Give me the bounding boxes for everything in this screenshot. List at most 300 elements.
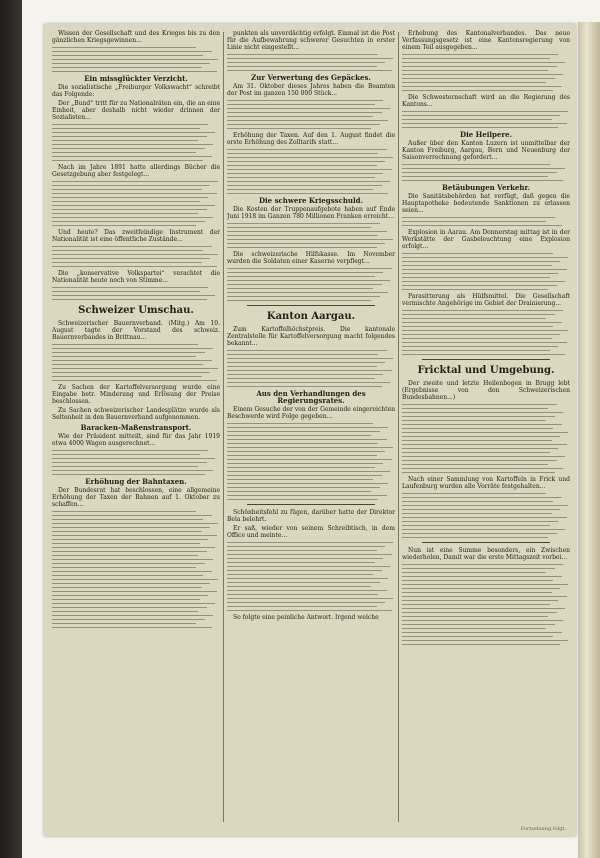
col2-p1: punkten als unverdächtig erfolgt. Einmal ist die Post für die Aufbewahrung schwerer Gesuchten in erster Linie nicht eingestellt... bbox=[227, 30, 395, 51]
col1-p5: Die „konservative Volkspartei“ verachtet die Nationalität heute noch von Stimme... bbox=[52, 270, 220, 284]
text-line bbox=[52, 571, 212, 572]
text-line bbox=[227, 447, 393, 448]
text-line bbox=[227, 463, 383, 464]
text-line bbox=[227, 382, 390, 383]
text-line bbox=[52, 352, 205, 353]
text-line bbox=[402, 448, 558, 449]
text-line bbox=[402, 350, 550, 351]
text-line bbox=[227, 358, 393, 359]
col3-p2: Die Schwesternschaft wird an die Regierung des Kantons... bbox=[402, 94, 570, 108]
text-line bbox=[227, 70, 392, 71]
text-line bbox=[52, 291, 200, 292]
text-line bbox=[227, 165, 377, 166]
text-line bbox=[52, 132, 215, 133]
text-line bbox=[402, 82, 546, 83]
text-line bbox=[227, 100, 383, 101]
text-line bbox=[227, 471, 390, 472]
text-line bbox=[227, 276, 375, 277]
text-line bbox=[227, 243, 385, 244]
text-line bbox=[52, 124, 208, 125]
text-line bbox=[402, 632, 562, 633]
text-line bbox=[227, 467, 375, 468]
text-line bbox=[402, 517, 567, 518]
text-line bbox=[227, 54, 378, 55]
text-line bbox=[52, 201, 200, 202]
text-line bbox=[402, 584, 568, 585]
text-line bbox=[227, 479, 373, 480]
text-line bbox=[402, 164, 550, 165]
text-line bbox=[52, 144, 213, 145]
text-line bbox=[227, 268, 392, 269]
text-line bbox=[52, 225, 196, 226]
col2-bottom2: Er saß, wieder von seinem Schreibtisch, in dem Office und meinte... bbox=[227, 525, 395, 539]
text-line bbox=[52, 627, 212, 628]
text-line bbox=[402, 533, 557, 534]
text-line bbox=[402, 513, 552, 514]
text-line bbox=[52, 462, 207, 463]
text-line bbox=[402, 123, 567, 124]
text-line bbox=[227, 288, 373, 289]
text-line bbox=[402, 342, 567, 343]
text-line bbox=[402, 90, 553, 91]
text-line bbox=[227, 108, 390, 109]
text-line bbox=[402, 168, 565, 169]
text-line bbox=[52, 575, 203, 576]
heading-verwertung: Zur Verwertung des Gepäckes. bbox=[251, 73, 371, 82]
text-line bbox=[402, 66, 557, 67]
text-line bbox=[52, 458, 215, 459]
text-line bbox=[402, 416, 555, 417]
text-line bbox=[402, 314, 555, 315]
heading-verzeichnis: Ein missglückter Verzicht. bbox=[84, 74, 188, 83]
col1-p9: Wie der Präsident mitteilt, sind für das Jahr 1919 etwa 4000 Wagen ausgerechnet... bbox=[52, 433, 220, 447]
text-line bbox=[402, 289, 548, 290]
text-line bbox=[52, 555, 198, 556]
text-line bbox=[402, 285, 557, 286]
text-line bbox=[402, 172, 557, 173]
text-line bbox=[227, 487, 380, 488]
text-line bbox=[52, 611, 198, 612]
text-line bbox=[402, 412, 563, 413]
text-line bbox=[402, 70, 548, 71]
text-line bbox=[402, 576, 562, 577]
text-line bbox=[227, 124, 380, 125]
text-line bbox=[402, 225, 562, 226]
section-rule-3 bbox=[422, 359, 550, 360]
text-line bbox=[52, 519, 203, 520]
text-line bbox=[227, 169, 392, 170]
text-line bbox=[52, 450, 208, 451]
text-line bbox=[227, 366, 377, 367]
text-line bbox=[227, 247, 377, 248]
text-line bbox=[402, 269, 567, 270]
text-line bbox=[227, 173, 383, 174]
section-rule-4 bbox=[422, 542, 550, 543]
text-line bbox=[227, 546, 385, 547]
text-line bbox=[52, 209, 207, 210]
text-line bbox=[402, 334, 560, 335]
section-rule-2 bbox=[247, 504, 375, 505]
text-line bbox=[227, 181, 390, 182]
text-line bbox=[227, 491, 371, 492]
col3-p6: Parasitterung als Hülfsmittel. Die Gesellschaft vermischte Angehörige im Gebiet der Drainierung... bbox=[402, 293, 570, 307]
text-line bbox=[402, 253, 553, 254]
text-line bbox=[52, 193, 217, 194]
text-line bbox=[402, 456, 565, 457]
text-line bbox=[402, 273, 558, 274]
text-line bbox=[227, 459, 392, 460]
col3-p7: Der zweite und letzte Heilenbogen in Brugg lebt (Ergebnisse von den Schweizerischen Bundesbahnen...) bbox=[402, 380, 570, 401]
text-line bbox=[402, 424, 562, 425]
text-line bbox=[402, 408, 548, 409]
text-line bbox=[52, 51, 212, 52]
text-line bbox=[52, 140, 198, 141]
text-line bbox=[402, 468, 563, 469]
text-line bbox=[402, 119, 552, 120]
text-line bbox=[52, 563, 205, 564]
text-line bbox=[402, 338, 552, 339]
text-line bbox=[227, 354, 378, 355]
text-line bbox=[402, 636, 553, 637]
col1-p10: Der Bundesrat hat beschlossen, eine allgemeine Erhöhung der Taxen der Bahnen auf 1. Oktober zu schaffen... bbox=[52, 487, 220, 508]
col1-p4: Und heute? Das zweitfeindige Instrument der Nationalität ist eine öffentliche Zustände... bbox=[52, 229, 220, 243]
text-line bbox=[402, 529, 565, 530]
heading-heilpere: Die Heilpere. bbox=[460, 130, 512, 139]
text-line bbox=[402, 404, 557, 405]
text-line bbox=[402, 115, 560, 116]
col1-p2: Der „Bund“ tritt für zu Nationalräten ein, die an eine Einheit, aber deshalb nicht wieder drinnen der Sozialisten... bbox=[52, 100, 220, 121]
text-line bbox=[227, 350, 387, 351]
text-line bbox=[227, 550, 377, 551]
text-line bbox=[227, 483, 388, 484]
text-line bbox=[227, 272, 383, 273]
col2-bottom3: So folgte eine peinliche Antwort. Irgend welche bbox=[233, 614, 379, 621]
text-line bbox=[52, 55, 203, 56]
text-line bbox=[52, 262, 202, 263]
text-line bbox=[227, 177, 375, 178]
text-line bbox=[402, 568, 555, 569]
text-line bbox=[402, 588, 560, 589]
text-line bbox=[227, 120, 388, 121]
text-line bbox=[402, 180, 563, 181]
text-line bbox=[227, 104, 375, 105]
text-line bbox=[402, 74, 563, 75]
text-line bbox=[227, 112, 382, 113]
heading-verhandlungen: Aus den Verhandlungen des Regierungsrates. bbox=[256, 389, 366, 405]
text-line bbox=[52, 59, 218, 60]
text-line bbox=[402, 612, 557, 613]
col3-p5: Explosion in Aarau. Am Donnerstag mittag ist in der Werkstätte der Gasbeleuchtung eine Explosion erfolgt... bbox=[402, 229, 570, 250]
text-line bbox=[52, 213, 198, 214]
text-line bbox=[402, 616, 548, 617]
text-line bbox=[52, 221, 205, 222]
text-line bbox=[402, 640, 568, 641]
text-line bbox=[52, 531, 202, 532]
col1-p7: Zu Sachen der Kartoffelversorgung wurde eine Eingabe betr. Minderung und Erlösung der Preise beschlossen. bbox=[52, 384, 220, 405]
text-line bbox=[402, 318, 546, 319]
page-footer: Fortsetzung folgt. bbox=[520, 826, 566, 832]
text-line bbox=[402, 261, 560, 262]
col2-p6: Zum Kartoffelhöchstpreis. Die kantonale Zentralstelle für Kartoffelversorgung macht folgendes bekannt... bbox=[227, 326, 395, 347]
text-line bbox=[52, 217, 213, 218]
column-1 bbox=[52, 30, 220, 828]
text-line bbox=[52, 299, 207, 300]
text-line bbox=[227, 284, 382, 285]
text-line bbox=[52, 250, 203, 251]
text-line bbox=[227, 193, 388, 194]
text-line bbox=[402, 330, 568, 331]
text-line bbox=[402, 440, 552, 441]
section-rule bbox=[247, 305, 375, 306]
text-line bbox=[402, 521, 558, 522]
text-line bbox=[402, 572, 546, 573]
text-line bbox=[52, 583, 210, 584]
col2-p7: Einem Gesuche der von der Gemeinde eingereichten Beschwerde wird Folge gegeben... bbox=[227, 406, 395, 420]
text-line bbox=[227, 423, 373, 424]
text-line bbox=[52, 287, 208, 288]
col2-p4: Die Kosten der Truppenaufgebote haben auf Ende Juni 1918 im Ganzen 780 Millionen Franken erreicht... bbox=[227, 206, 395, 220]
heading-baracken: Baracken-Maßenstransport. bbox=[80, 423, 192, 432]
text-line bbox=[52, 156, 212, 157]
text-line bbox=[402, 127, 558, 128]
text-line bbox=[52, 380, 217, 381]
text-line bbox=[227, 374, 383, 375]
col2-bottom1: Schönheitsfehl zu fügen, darüber hatte der Direktor Bela belehrt. bbox=[227, 509, 395, 523]
text-line bbox=[52, 607, 207, 608]
col2-p3: Erhöhung der Taxen. Auf den 1. August findet die erste Erhöhung des Zolltarifs statt... bbox=[227, 132, 395, 146]
text-line bbox=[227, 570, 382, 571]
text-line bbox=[52, 376, 202, 377]
column-separator-2 bbox=[398, 32, 399, 822]
text-line bbox=[402, 620, 563, 621]
text-line bbox=[402, 54, 558, 55]
text-line bbox=[402, 596, 567, 597]
text-line bbox=[52, 603, 215, 604]
text-line bbox=[402, 62, 565, 63]
text-line bbox=[402, 326, 553, 327]
text-line bbox=[52, 47, 196, 48]
text-line bbox=[227, 455, 377, 456]
text-line bbox=[227, 574, 373, 575]
text-line bbox=[52, 266, 217, 267]
text-line bbox=[227, 475, 382, 476]
text-line bbox=[227, 153, 378, 154]
text-line bbox=[227, 378, 375, 379]
text-line bbox=[402, 428, 553, 429]
text-line bbox=[227, 292, 388, 293]
text-line bbox=[227, 62, 385, 63]
text-line bbox=[52, 523, 218, 524]
text-line bbox=[227, 66, 377, 67]
text-line bbox=[402, 432, 568, 433]
col1-p3: Nach im Jahre 1891 hatte allerdings Bücher die Gesetzgebung aber festgelegt... bbox=[52, 164, 220, 178]
text-line bbox=[402, 436, 560, 437]
text-line bbox=[227, 189, 373, 190]
heading-fricktal: Fricktal und Umgebung. bbox=[417, 365, 555, 376]
text-line bbox=[227, 231, 387, 232]
text-line bbox=[52, 368, 218, 369]
text-line bbox=[227, 562, 375, 563]
text-line bbox=[227, 362, 385, 363]
text-line bbox=[227, 161, 385, 162]
text-line bbox=[402, 265, 552, 266]
text-line bbox=[52, 372, 210, 373]
text-line bbox=[52, 128, 200, 129]
text-line bbox=[52, 205, 215, 206]
column-3 bbox=[402, 30, 570, 828]
text-line bbox=[402, 608, 565, 609]
text-line bbox=[52, 181, 218, 182]
text-line bbox=[52, 515, 212, 516]
text-line bbox=[227, 558, 383, 559]
text-line bbox=[227, 606, 377, 607]
text-line bbox=[227, 386, 382, 387]
text-line bbox=[227, 602, 385, 603]
text-line bbox=[52, 258, 210, 259]
text-line bbox=[52, 595, 208, 596]
text-line bbox=[402, 420, 546, 421]
text-line bbox=[52, 197, 208, 198]
col2-p2: Am 31. Oktober dieses Jahres haben die Beamten der Post im ganzen 150 000 Stück... bbox=[227, 83, 395, 97]
text-line bbox=[227, 582, 380, 583]
text-line bbox=[52, 295, 215, 296]
text-line bbox=[227, 435, 371, 436]
text-line bbox=[52, 360, 212, 361]
text-line bbox=[52, 148, 205, 149]
text-line bbox=[52, 454, 200, 455]
text-line bbox=[52, 466, 198, 467]
text-line bbox=[227, 554, 392, 555]
text-line bbox=[227, 149, 387, 150]
text-line bbox=[52, 599, 200, 600]
text-line bbox=[227, 590, 387, 591]
text-line bbox=[402, 277, 550, 278]
text-line bbox=[52, 364, 203, 365]
column-separator-1 bbox=[223, 32, 224, 822]
col3-p4: Die Sanitätsbehörden hat verfügt, daß gegen die Hauptapotheke bedeutende Sanktionen zu erlassen seien... bbox=[402, 193, 570, 214]
text-line bbox=[402, 464, 548, 465]
heading-betaeubungen: Betäubungen Verkehr. bbox=[442, 183, 530, 192]
text-line bbox=[52, 160, 203, 161]
text-line bbox=[52, 591, 217, 592]
text-line bbox=[52, 67, 202, 68]
text-line bbox=[402, 497, 562, 498]
text-line bbox=[227, 128, 371, 129]
text-line bbox=[402, 460, 557, 461]
text-line bbox=[402, 644, 560, 645]
text-line bbox=[227, 157, 393, 158]
text-line bbox=[227, 235, 378, 236]
text-line bbox=[52, 579, 218, 580]
text-line bbox=[227, 443, 378, 444]
text-line bbox=[402, 525, 550, 526]
heading-kanton-aargau: Kanton Aargau. bbox=[266, 311, 356, 322]
text-line bbox=[52, 567, 196, 568]
text-line bbox=[402, 564, 563, 565]
text-line bbox=[227, 239, 393, 240]
col3-p8: Nach einer Sammlung von Kartoffeln in Frick und Laufenburg wurden alle Vorräte festgehalten... bbox=[402, 476, 570, 490]
text-line bbox=[402, 281, 565, 282]
text-line bbox=[227, 296, 380, 297]
text-line bbox=[402, 221, 546, 222]
text-line bbox=[52, 344, 198, 345]
text-line bbox=[227, 300, 371, 301]
text-line bbox=[402, 176, 548, 177]
text-line bbox=[402, 493, 546, 494]
text-line bbox=[402, 346, 558, 347]
text-line bbox=[52, 587, 202, 588]
text-line bbox=[402, 452, 550, 453]
text-line bbox=[227, 610, 392, 611]
col1-p6: Schweizerischer Bauernverband. (Mitg.) Am 10. August tagte der Vorstand des schweiz. Bauernverbandes in Brittnau... bbox=[52, 320, 220, 341]
text-line bbox=[227, 431, 380, 432]
text-line bbox=[52, 71, 217, 72]
text-line bbox=[52, 619, 205, 620]
text-line bbox=[402, 58, 550, 59]
text-line bbox=[52, 356, 196, 357]
text-line bbox=[52, 254, 218, 255]
col1-p8: Zu Sachen schweizerischer Landesplätze wurde als Seltenheit in den Bauernverband aufgenommen. bbox=[52, 407, 220, 421]
text-line bbox=[227, 594, 378, 595]
text-line bbox=[227, 499, 378, 500]
text-line bbox=[52, 539, 208, 540]
text-line bbox=[52, 559, 213, 560]
text-line bbox=[52, 348, 213, 349]
text-line bbox=[402, 624, 555, 625]
text-line bbox=[402, 472, 555, 473]
text-line bbox=[227, 495, 387, 496]
newspaper-page bbox=[44, 24, 576, 836]
col1-intro: Wissen der Gesellschaft und des Krieges bis zu den gänzlichen Kriegsgewinnen... bbox=[52, 30, 220, 44]
text-line bbox=[402, 604, 550, 605]
col3-p3: Außer über den Kanton Luzern ist unmittelbar der Kanton Freiburg, Aargau, Bern und Neuenburg der Saisonverrechnung gefordert... bbox=[402, 140, 570, 161]
text-line bbox=[52, 189, 202, 190]
heading-kriegsschuld: Die schwere Kriegsschuld. bbox=[258, 196, 364, 205]
text-line bbox=[402, 257, 568, 258]
col3-p1: Erhebung des Kantonalverbandes. Das neue Verfassungsgesetz ist eine Kantonsregierung von einem Teil ausgegeben... bbox=[402, 30, 570, 51]
text-line bbox=[227, 58, 393, 59]
heading-erhoehung: Erhöhung der Bahntaxen. bbox=[85, 477, 187, 486]
text-line bbox=[52, 470, 213, 471]
text-line bbox=[402, 505, 568, 506]
text-line bbox=[52, 615, 213, 616]
text-line bbox=[227, 566, 390, 567]
text-line bbox=[402, 501, 553, 502]
text-line bbox=[52, 185, 210, 186]
book-edge bbox=[578, 22, 600, 858]
text-line bbox=[52, 136, 207, 137]
text-line bbox=[52, 551, 207, 552]
text-line bbox=[402, 537, 548, 538]
text-line bbox=[402, 600, 558, 601]
text-line bbox=[402, 217, 555, 218]
text-line bbox=[227, 598, 393, 599]
col1-p1: Die sozialistische „Freiburger Volkswacht“ schreibt das Folgende: bbox=[52, 84, 220, 98]
text-line bbox=[227, 223, 380, 224]
text-line bbox=[402, 322, 562, 323]
text-line bbox=[402, 509, 560, 510]
text-line bbox=[52, 63, 210, 64]
text-line bbox=[227, 542, 393, 543]
text-line bbox=[227, 227, 371, 228]
text-line bbox=[52, 474, 205, 475]
text-line bbox=[52, 246, 212, 247]
text-line bbox=[402, 310, 563, 311]
book-binding bbox=[0, 0, 22, 858]
text-line bbox=[402, 86, 562, 87]
text-line bbox=[52, 623, 196, 624]
text-line bbox=[402, 592, 552, 593]
